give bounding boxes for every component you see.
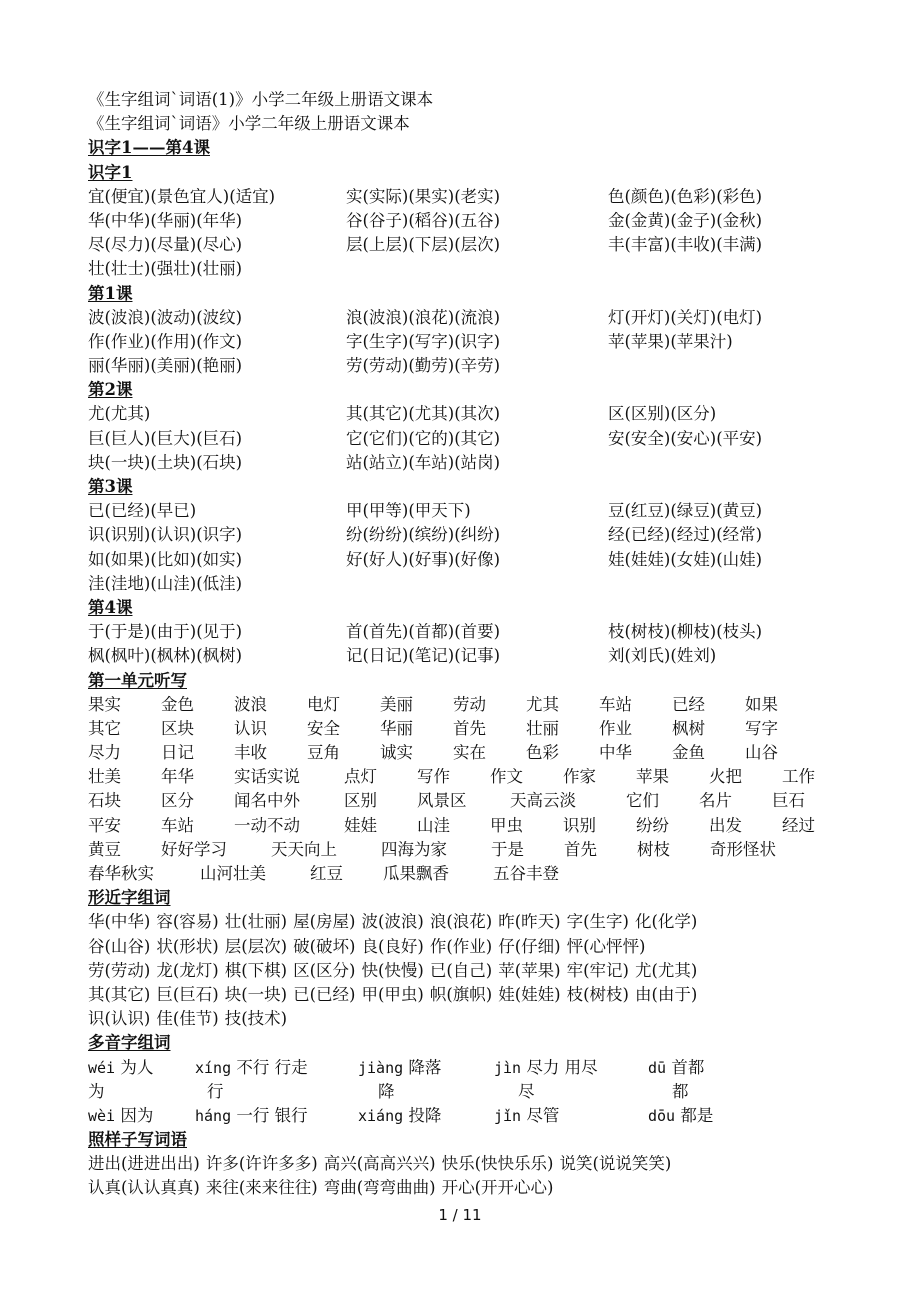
example-word: 高兴(高高兴兴) (323, 1154, 436, 1174)
lesson-heading: 第2课 (88, 380, 133, 400)
document-page (88, 88, 848, 1201)
example-word: 许多(许许多多) (205, 1154, 318, 1174)
polyphonic-cell (648, 1056, 808, 1080)
similar-word: 牢(牢记) (566, 960, 629, 980)
dictation-word: 波浪 (234, 694, 267, 714)
similar-word: 浪(浪花) (429, 912, 493, 932)
similar-word: 已(自己) (429, 960, 493, 980)
dictation-word: 识别 (563, 815, 596, 835)
dictation-word: 点灯 (344, 767, 377, 787)
word-group: 金(金黄)(金子)(金秋) (608, 210, 763, 230)
word-group: 好(好人)(好事)(好像) (346, 549, 501, 569)
dictation-word: 区分 (161, 791, 194, 811)
similar-word: 昨(昨天) (498, 912, 561, 932)
lesson-row (88, 644, 848, 668)
word-group: 丰(丰富)(丰收)(丰满) (608, 235, 763, 255)
pinyin: xíng (195, 1058, 232, 1077)
lesson-row (88, 620, 848, 644)
word-group: 波(波浪)(波动)(波纹) (88, 307, 243, 327)
dictation-word: 作业 (599, 718, 632, 738)
similar-word: 甲(甲虫) (361, 984, 424, 1004)
similar-word: 谷(山谷) (88, 936, 151, 956)
word-group: 壮(壮士)(强壮)(壮丽) (88, 259, 243, 279)
similar-word: 龙(龙灯) (156, 960, 219, 980)
dictation-word: 其它 (88, 718, 121, 738)
similar-word: 块(一块) (224, 984, 288, 1004)
word-group: 经(已经)(经过)(经常) (608, 525, 763, 545)
example-words-list (88, 1152, 848, 1200)
dictation-word: 树枝 (637, 839, 670, 859)
dictation-word: 如果 (745, 694, 778, 714)
section-heading-main: 识字1——第4课 (88, 138, 210, 158)
dictation-word: 壮丽 (526, 718, 559, 738)
dictation-grid (88, 693, 848, 887)
dictation-word: 平安 (88, 815, 121, 835)
dictation-word: 写字 (745, 718, 778, 738)
dictation-word: 果实 (88, 694, 121, 714)
word-group: 甲(甲等)(甲天下) (346, 501, 471, 521)
example-word: 说笑(说说笑笑) (559, 1154, 672, 1174)
word-group: 块(一块)(土块)(石块) (88, 452, 243, 472)
pinyin: jiàng (358, 1058, 404, 1077)
lesson-row (88, 427, 848, 451)
dictation-word: 于是 (491, 839, 524, 859)
word-group: 其(其它)(尤其)(其次) (346, 404, 501, 424)
word-group (608, 257, 848, 281)
word-group (608, 572, 848, 596)
dictation-word: 写作 (417, 767, 450, 787)
similar-word: 华(中华) (88, 912, 151, 932)
document-title: 《生字组词`词语(1)》小学二年级上册语文课本 (88, 90, 434, 109)
similar-word: 作(作业) (429, 936, 493, 956)
polyphonic-cell (195, 1104, 358, 1128)
dictation-word: 车站 (161, 815, 194, 835)
polyphonic-word: 都是 (680, 1105, 714, 1125)
similar-word: 棋(下棋) (224, 960, 288, 980)
dictation-word: 区块 (161, 718, 194, 738)
lesson-row (88, 499, 848, 523)
dictation-word: 区别 (344, 791, 377, 811)
polyphonic-word: 为 (88, 1081, 105, 1101)
similar-word: 区(区分) (293, 960, 356, 980)
similar-word: 技(技术) (224, 1009, 288, 1029)
dictation-word: 纷纷 (636, 815, 669, 835)
word-group: 尤(尤其) (88, 404, 151, 424)
polyphonic-cell (358, 1056, 494, 1080)
dictation-word: 金鱼 (672, 743, 705, 763)
dictation-word: 名片 (699, 791, 732, 811)
dictation-word: 闻名中外 (234, 791, 300, 811)
polyphonic-cell (494, 1056, 648, 1080)
lesson-row (88, 257, 848, 281)
polyphonic-cell (88, 1104, 195, 1128)
dictation-row (88, 814, 848, 838)
dictation-word: 出发 (709, 815, 742, 835)
dictation-row (88, 838, 848, 862)
similar-word: 波(波浪) (361, 912, 424, 932)
word-group: 灯(开灯)(关灯)(电灯) (608, 307, 763, 327)
dictation-word: 年华 (161, 767, 194, 787)
dictation-word: 美丽 (380, 694, 413, 714)
similar-word: 尤(尤其) (635, 960, 698, 980)
polyphonic-word: 都 (672, 1081, 689, 1101)
document-subtitle: 《生字组词`词语》小学二年级上册语文课本 (88, 114, 410, 134)
word-group (608, 451, 848, 475)
dictation-word: 山洼 (417, 815, 450, 835)
example-word: 来往(来来往往) (205, 1178, 318, 1198)
dictation-row (88, 789, 848, 813)
dictation-word: 山河壮美 (200, 864, 266, 883)
similar-word: 屋(房屋) (293, 912, 356, 932)
dictation-word: 实话实说 (234, 767, 300, 787)
lesson-heading: 第1课 (88, 283, 133, 303)
word-group: 枝(树枝)(柳枝)(枝头) (608, 622, 763, 642)
polyphonic-row (88, 1104, 848, 1128)
dictation-word: 认识 (234, 718, 267, 738)
polyphonic-cell (514, 1080, 672, 1104)
word-group: 劳(劳动)(勤劳)(辛劳) (346, 356, 501, 376)
similar-word: 识(认识) (88, 1009, 151, 1029)
word-group: 字(生字)(写字)(识字) (346, 331, 501, 351)
lesson-row (88, 306, 848, 330)
polyphonic-cell (88, 1080, 195, 1104)
dictation-word: 电灯 (307, 694, 340, 714)
dictation-word: 一动不动 (234, 815, 300, 835)
dictation-word: 尤其 (526, 694, 559, 714)
lesson-row (88, 548, 848, 572)
word-group: 刘(刘氏)(姓刘) (608, 646, 717, 666)
page-indicator: 1 / 11 (438, 1206, 482, 1224)
similar-word: 怦(心怦怦) (566, 936, 646, 956)
word-group: 宜(便宜)(景色宜人)(适宜) (88, 186, 276, 206)
similar-word: 苹(苹果) (498, 960, 561, 980)
similar-word: 其(其它) (88, 984, 151, 1004)
polyphonic-cell (370, 1080, 514, 1104)
dictation-word: 色彩 (526, 743, 559, 763)
similar-row (88, 1007, 848, 1031)
section-heading-similar: 形近字组词 (88, 888, 171, 908)
word-group: 洼(洼地)(山洼)(低洼) (88, 573, 243, 593)
lesson-heading: 识字1 (88, 162, 133, 182)
dictation-word: 金色 (161, 694, 194, 714)
similar-word: 已(已经) (293, 984, 356, 1004)
dictation-word: 甲虫 (490, 815, 523, 835)
dictation-word: 劳动 (453, 694, 486, 714)
polyphonic-cell (88, 1056, 195, 1080)
polyphonic-word: 首都 (671, 1057, 705, 1077)
polyphonic-word: 降落 (408, 1057, 442, 1077)
similar-word: 字(生字) (566, 912, 629, 932)
word-group: 作(作业)(作用)(作文) (88, 331, 243, 351)
section-heading-dictation: 第一单元听写 (88, 670, 187, 690)
lesson-row (88, 209, 848, 233)
dictation-word: 山谷 (745, 743, 778, 763)
polyphonic-word: 为人 (120, 1057, 154, 1077)
polyphonic-word: 尽 (518, 1081, 535, 1101)
similar-word: 娃(娃娃) (498, 984, 561, 1004)
dictation-row (88, 717, 848, 741)
word-group (346, 257, 608, 281)
lesson-row (88, 185, 848, 209)
dictation-word: 首先 (453, 718, 486, 738)
polyphonic-word: 行 (207, 1081, 224, 1101)
dictation-word: 丰收 (234, 743, 267, 763)
dictation-word: 首先 (564, 839, 597, 859)
dictation-word: 奇形怪状 (710, 839, 776, 859)
polyphonic-word: 尽力 用尽 (526, 1057, 598, 1077)
polyphonic-cell (672, 1080, 832, 1104)
similar-word: 枝(树枝) (566, 984, 629, 1004)
polyphonic-word: 因为 (120, 1105, 154, 1125)
dictation-word: 红豆 (310, 864, 343, 883)
dictation-word: 娃娃 (344, 815, 377, 835)
dictation-word: 已经 (672, 694, 705, 714)
section-heading-example: 照样子写词语 (88, 1130, 187, 1150)
dictation-word: 中华 (599, 743, 632, 763)
dictation-row (88, 862, 848, 886)
similar-word: 化(化学) (635, 912, 698, 932)
dictation-word: 诚实 (380, 743, 413, 763)
word-group: 谷(谷子)(稻谷)(五谷) (346, 210, 501, 230)
lesson-row (88, 523, 848, 547)
dictation-word: 枫树 (672, 718, 705, 738)
similar-word: 仔(仔细) (498, 936, 561, 956)
dictation-word: 火把 (709, 767, 742, 787)
dictation-word: 天天向上 (271, 839, 337, 859)
pinyin: xiáng (358, 1106, 404, 1125)
pinyin: háng (195, 1106, 232, 1125)
polyphonic-row (88, 1080, 848, 1104)
word-group: 已(已经)(早已) (88, 501, 197, 521)
section-heading-polyphonic: 多音字组词 (88, 1033, 171, 1053)
example-word: 进出(进进出出) (88, 1154, 200, 1174)
dictation-word: 经过 (782, 815, 815, 835)
word-group: 于(于是)(由于)(见于) (88, 622, 243, 642)
lesson-row (88, 233, 848, 257)
word-group: 区(区别)(区分) (608, 404, 717, 424)
similar-row (88, 959, 848, 983)
dictation-word: 天高云淡 (510, 791, 576, 811)
similar-word: 状(形状) (156, 936, 219, 956)
dictation-word: 豆角 (307, 743, 340, 763)
dictation-word: 车站 (599, 694, 632, 714)
dictation-word: 苹果 (636, 767, 669, 787)
word-group: 站(站立)(车站)(站岗) (346, 452, 501, 472)
dictation-word: 作文 (490, 767, 523, 787)
example-row (88, 1176, 848, 1200)
lessons-section (88, 161, 848, 669)
word-group: 巨(巨人)(巨大)(巨石) (88, 428, 243, 448)
word-group: 如(如果)(比如)(如实) (88, 549, 243, 569)
example-word: 开心(开开心心) (441, 1178, 554, 1198)
similar-row (88, 935, 848, 959)
example-word: 快乐(快快乐乐) (441, 1154, 554, 1174)
dictation-word: 安全 (307, 718, 340, 738)
polyphonic-cell (195, 1080, 370, 1104)
dictation-word: 巨石 (772, 791, 805, 811)
similar-word: 层(层次) (224, 936, 288, 956)
dictation-word: 黄豆 (88, 839, 121, 859)
lesson-heading: 第3课 (88, 477, 133, 496)
dictation-word: 春华秋实 (88, 864, 154, 883)
similar-word: 由(由于) (635, 984, 698, 1004)
word-group: 记(日记)(笔记)(记事) (346, 646, 501, 666)
similar-word: 佳(佳节) (156, 1009, 219, 1029)
similar-chars-list (88, 910, 848, 1031)
word-group: 首(首先)(首都)(首要) (346, 622, 501, 642)
similar-word: 容(容易) (156, 912, 219, 932)
dictation-row (88, 693, 848, 717)
pinyin: wèi (88, 1106, 116, 1125)
dictation-word: 好好学习 (161, 839, 227, 859)
lesson-row (88, 330, 848, 354)
lesson-row (88, 354, 848, 378)
pinyin: dōu (648, 1106, 676, 1125)
dictation-word: 壮美 (88, 767, 121, 787)
dictation-word: 四海为家 (381, 839, 447, 859)
dictation-word: 石块 (88, 791, 121, 811)
lesson-heading: 第4课 (88, 597, 133, 617)
word-group: 娃(娃娃)(女娃)(山娃) (608, 549, 763, 569)
example-word: 认真(认认真真) (88, 1178, 200, 1198)
similar-row (88, 910, 848, 934)
polyphonic-cell (494, 1104, 648, 1128)
dictation-word: 工作 (782, 767, 815, 787)
dictation-word: 日记 (161, 743, 194, 763)
lesson-row (88, 572, 848, 596)
dictation-word: 华丽 (380, 718, 413, 738)
dictation-row (88, 741, 848, 765)
dictation-row (88, 765, 848, 789)
word-group: 浪(波浪)(浪花)(流浪) (346, 307, 501, 327)
polyphonic-word: 一行 银行 (236, 1105, 308, 1125)
similar-word: 良(良好) (361, 936, 424, 956)
similar-word: 帜(旗帜) (429, 984, 493, 1004)
polyphonic-cell (195, 1056, 358, 1080)
dictation-word: 瓜果飘香 (383, 864, 449, 883)
pinyin: jìn (494, 1058, 522, 1077)
word-group: 华(中华)(华丽)(年华) (88, 210, 243, 230)
similar-word: 劳(劳动) (88, 960, 151, 980)
polyphonic-word: 投降 (408, 1105, 442, 1125)
word-group: 丽(华丽)(美丽)(艳丽) (88, 356, 243, 376)
polyphonic-word: 降 (378, 1081, 395, 1101)
polyphonic-table (88, 1056, 848, 1129)
similar-row (88, 983, 848, 1007)
pinyin: jǐn (494, 1106, 522, 1125)
dictation-word: 作家 (563, 767, 596, 787)
word-group: 纷(纷纷)(缤纷)(纠纷) (346, 525, 501, 545)
example-row (88, 1152, 848, 1176)
polyphonic-word: 尽管 (526, 1105, 560, 1125)
lesson-row (88, 451, 848, 475)
dictation-word: 它们 (626, 791, 659, 811)
similar-word: 快(快慢) (361, 960, 424, 980)
word-group (608, 354, 848, 378)
similar-word: 破(破坏) (293, 936, 356, 956)
word-group: 实(实际)(果实)(老实) (346, 186, 501, 206)
word-group: 它(它们)(它的)(其它) (346, 428, 501, 448)
example-word: 弯曲(弯弯曲曲) (323, 1178, 436, 1198)
word-group: 尽(尽力)(尽量)(尽心) (88, 235, 243, 255)
polyphonic-cell (648, 1104, 808, 1128)
pinyin: dū (648, 1058, 667, 1077)
word-group: 层(上层)(下层)(层次) (346, 235, 501, 255)
pinyin: wéi (88, 1058, 116, 1077)
similar-word: 巨(巨石) (156, 984, 219, 1004)
polyphonic-row (88, 1056, 848, 1080)
dictation-word: 尽力 (88, 743, 121, 763)
word-group: 枫(枫叶)(枫林)(枫树) (88, 646, 243, 666)
word-group: 苹(苹果)(苹果汁) (608, 331, 733, 351)
dictation-word: 五谷丰登 (493, 864, 559, 883)
word-group: 豆(红豆)(绿豆)(黄豆) (608, 501, 763, 521)
word-group: 安(安全)(安心)(平安) (608, 428, 763, 448)
polyphonic-word: 不行 行走 (236, 1057, 308, 1077)
dictation-word: 风景区 (417, 791, 467, 811)
dictation-word: 实在 (453, 743, 486, 763)
lesson-row (88, 402, 848, 426)
similar-word: 壮(壮丽) (224, 912, 288, 932)
polyphonic-cell (358, 1104, 494, 1128)
word-group (346, 572, 608, 596)
word-group: 识(识别)(认识)(识字) (88, 525, 243, 545)
word-group: 色(颜色)(色彩)(彩色) (608, 186, 763, 206)
